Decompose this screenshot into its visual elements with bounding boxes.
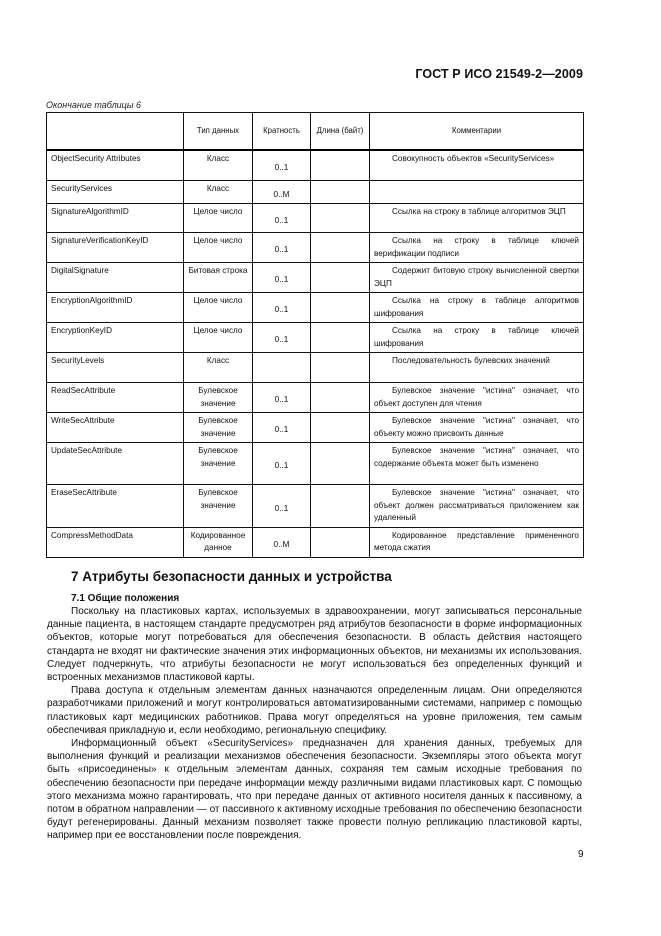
- cell-attribute-name: SecurityServices: [47, 180, 184, 204]
- cell-data-type: Кодированное данное: [184, 527, 253, 557]
- column-header-multiplicity: Кратность: [253, 113, 311, 151]
- subsection-title: 7.1 Общие положения: [71, 593, 180, 604]
- cell-data-type: Булевское значение: [184, 485, 253, 528]
- cell-comment: Содержит битовую строку вычисленной свертки ЭЦП: [370, 263, 584, 293]
- cell-data-type: Битовая строка: [184, 263, 253, 293]
- table-row: [47, 353, 584, 383]
- cell-length: [311, 233, 370, 263]
- cell-length: [311, 204, 370, 233]
- cell-comment: Последовательность булевских значений: [370, 353, 584, 383]
- cell-comment: Ссылка на строку в таблице алгоритмов ЭЦП: [370, 204, 584, 233]
- cell-multiplicity: 0..1: [253, 150, 311, 180]
- cell-comment: Ссылка на строку в таблице алгоритмов шифрования: [370, 293, 584, 323]
- cell-comment: Кодированное представление примененного метода сжатия: [370, 527, 584, 557]
- cell-length: [311, 180, 370, 204]
- cell-comment: [370, 180, 584, 204]
- cell-multiplicity: 0..M: [253, 527, 311, 557]
- cell-attribute-name: WriteSecAttribute: [47, 413, 184, 443]
- cell-data-type: Целое число: [184, 293, 253, 323]
- cell-length: [311, 323, 370, 353]
- cell-length: [311, 353, 370, 383]
- cell-length: [311, 527, 370, 557]
- cell-comment: Булевское значение "истина" означает, что содержание объекта может быть изменено: [370, 443, 584, 485]
- cell-multiplicity: 0..1: [253, 233, 311, 263]
- section-body: [47, 605, 582, 843]
- cell-comment: Булевское значение "истина" означает, что объекту можно присвоить данные: [370, 413, 584, 443]
- cell-length: [311, 413, 370, 443]
- cell-comment: Булевское значение "истина" означает, что объект доступен для чтения: [370, 383, 584, 413]
- cell-length: [311, 293, 370, 323]
- cell-attribute-name: EraseSecAttribute: [47, 485, 184, 528]
- cell-data-type: Булевское значение: [184, 413, 253, 443]
- column-header-type: Тип данных: [184, 113, 253, 151]
- cell-multiplicity: 0..1: [253, 485, 311, 528]
- table-row: [47, 323, 584, 353]
- table-row: [47, 527, 584, 557]
- cell-attribute-name: EncryptionAlgorithmID: [47, 293, 184, 323]
- table-6: [46, 112, 584, 558]
- column-header-name: [47, 113, 184, 151]
- cell-data-type: Класс: [184, 150, 253, 180]
- page-number: 9: [578, 849, 584, 860]
- table-row: [47, 204, 584, 233]
- section-title: 7 Атрибуты безопасности данных и устройства: [71, 569, 392, 584]
- cell-multiplicity: [253, 353, 311, 383]
- table-row: [47, 233, 584, 263]
- table-row: [47, 383, 584, 413]
- cell-multiplicity: 0..1: [253, 443, 311, 485]
- cell-data-type: Целое число: [184, 204, 253, 233]
- cell-data-type: Класс: [184, 353, 253, 383]
- cell-data-type: Булевское значение: [184, 443, 253, 485]
- cell-length: [311, 150, 370, 180]
- cell-comment: Булевское значение "истина" означает, что объект должен рассматриваться приложением как удаленный: [370, 485, 584, 528]
- cell-attribute-name: UpdateSecAttribute: [47, 443, 184, 485]
- cell-attribute-name: ObjectSecurity Attributes: [47, 150, 184, 180]
- table-row: [47, 443, 584, 485]
- table-row: [47, 413, 584, 443]
- cell-multiplicity: 0..M: [253, 180, 311, 204]
- cell-attribute-name: SignatureAlgorithmID: [47, 204, 184, 233]
- cell-comment: Совокупность объектов «SecurityServices»: [370, 150, 584, 180]
- cell-comment: Ссылка на строку в таблице ключей верификации подписи: [370, 233, 584, 263]
- cell-data-type: Целое число: [184, 233, 253, 263]
- cell-comment: Ссылка на строку в таблице ключей шифрования: [370, 323, 584, 353]
- table-header-row: [47, 113, 584, 151]
- table-row: [47, 263, 584, 293]
- cell-attribute-name: CompressMethodData: [47, 527, 184, 557]
- cell-data-type: Булевское значение: [184, 383, 253, 413]
- cell-attribute-name: SignatureVerificationKeyID: [47, 233, 184, 263]
- column-header-comments: Комментарии: [370, 113, 584, 151]
- cell-attribute-name: ReadSecAttribute: [47, 383, 184, 413]
- cell-multiplicity: 0..1: [253, 293, 311, 323]
- cell-length: [311, 485, 370, 528]
- cell-multiplicity: 0..1: [253, 323, 311, 353]
- cell-attribute-name: SecurityLevels: [47, 353, 184, 383]
- cell-multiplicity: 0..1: [253, 383, 311, 413]
- cell-length: [311, 443, 370, 485]
- table-caption: Окончание таблицы 6: [46, 100, 141, 110]
- cell-data-type: Целое число: [184, 323, 253, 353]
- cell-length: [311, 383, 370, 413]
- cell-multiplicity: 0..1: [253, 263, 311, 293]
- paragraph: Поскольку на пластиковых картах, используемых в здравоохранении, могут записываться персональные данные пациента, в настоящем стандарте предусмотрен ряд атрибутов безопасности в форме информационных объектов, которые могут потребоваться для обеспечения безопасности. В область действия настоящего стандарта не входят ни фактические значения этих информационных объектов, ни механизмы их использования. Следует подчеркнуть, что атрибуты безопасности не могут использоваться без определенных функций и встроенных механизмов пластиковой карты.: [47, 606, 582, 684]
- cell-attribute-name: EncryptionKeyID: [47, 323, 184, 353]
- paragraph: Информационный объект «SecurityServices» предназначен для хранения данных, требуемых для выполнения функций и реализации механизмов обеспечения безопасности. Экземпляры этого объекта могут быть «присоединены» к отдельным элементам данных, сохраняя тем самым исходные требования по обеспечению безопасности при передаче информации между различными видами пластиковых карт. С помощью этого механизма можно гарантировать, что при передаче данных от активного носителя данных к пассивному, а потом в обратном направлении — от пассивного к активному исходные требования по обеспечению безопасности будут регенерированы. Данный механизм позволяет также провести полную репликацию пластиковой карты, например при ее восстановлении после повреждения.: [47, 738, 582, 842]
- table-row: [47, 150, 584, 180]
- table-row: [47, 293, 584, 323]
- cell-multiplicity: 0..1: [253, 204, 311, 233]
- paragraph: Права доступа к отдельным элементам данных назначаются определенным лицам. Они определяются разработчиками приложений и могут контролироваться автоматизированными системами, например с помощью пластиковых карт медицинских работников. Права могут определяться на уровне приложения, тем самым обеспечивая прикладную и, если необходимо, региональную специфику.: [47, 685, 582, 736]
- cell-data-type: Класс: [184, 180, 253, 204]
- cell-attribute-name: DigitalSignature: [47, 263, 184, 293]
- cell-length: [311, 263, 370, 293]
- cell-multiplicity: 0..1: [253, 413, 311, 443]
- table-row: [47, 485, 584, 528]
- table-row: [47, 180, 584, 204]
- document-code: ГОСТ Р ИСО 21549-2—2009: [415, 67, 583, 81]
- column-header-length: Длина (байт): [311, 113, 370, 151]
